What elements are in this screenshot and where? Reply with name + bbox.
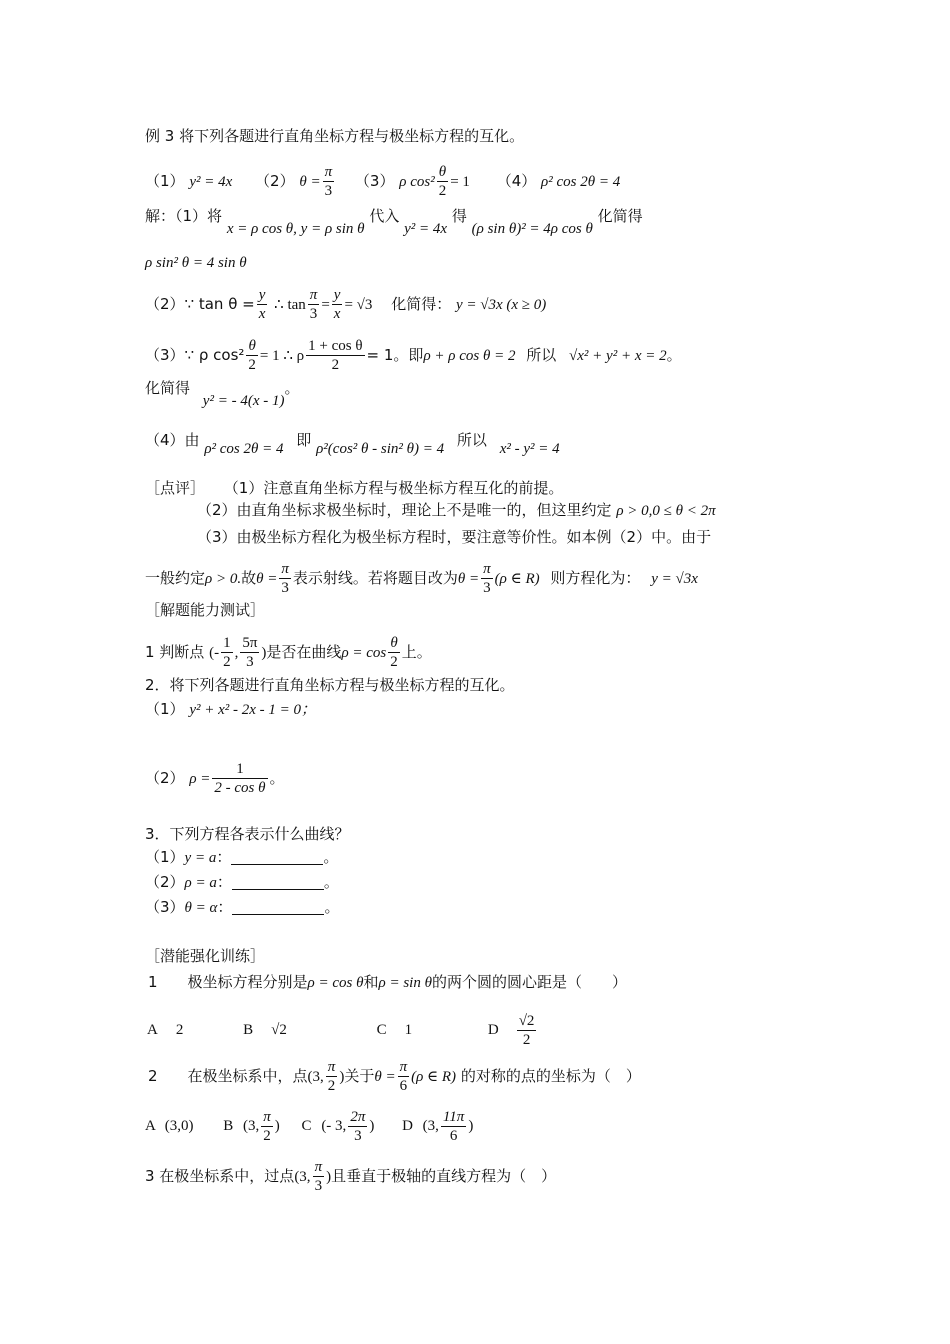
test-q2-1: （1） y² + x² - 2x - 1 = 0； — [145, 700, 317, 718]
sol1-text-d: 化简得 — [597, 207, 643, 225]
test-q3-3: （3）θ = α： 。 — [145, 898, 340, 916]
item-3-rhs: = 1 — [450, 174, 470, 190]
solution-line-6 — [145, 430, 560, 457]
sol4-text-c: = 1。即 — [366, 346, 424, 364]
training-q1: 1 极坐标方程分别是ρ = cos θ和ρ = sin θ的两个圆的圆心距是（ ） — [148, 973, 627, 991]
sol2-formula: ρ sin² θ = 4 sin θ — [145, 255, 247, 271]
sol4-frac-2: $\frac{\text{1 + cos θ}}{2}$ — [308, 338, 363, 373]
solution-line-2 — [145, 252, 247, 273]
sol4-text-b: = 1 ∴ ρ — [259, 348, 305, 364]
comment-label: ［点评］ — [145, 479, 206, 497]
solution-line-1 — [145, 206, 643, 237]
sol6-formula-1: ρ² cos 2θ = 4 — [204, 441, 284, 457]
t2-frac-1: $\frac{\pi}{2}$ — [327, 1059, 336, 1094]
comment-4-frac-1: $\frac{\pi}{3}$ — [281, 561, 289, 596]
t2-option-c-frac: $\frac{2\pi}{3}$ — [350, 1109, 366, 1144]
sol4-frac-1: $\frac{\theta}{2}$ — [248, 338, 256, 373]
item-2-eq: θ = — [299, 174, 321, 190]
q1-frac-2: $\frac{5\pi}{3}$ — [242, 635, 258, 670]
example-items — [145, 163, 620, 200]
item-2-frac: $\frac{\pi}{3}$ — [324, 164, 333, 199]
comment-4-text-a: 一般约定 — [145, 569, 206, 587]
option-c-value: 1 — [404, 1021, 413, 1038]
sol3-text-a: （2）∵ tan θ = — [145, 295, 255, 313]
test-q3-2: （2）ρ = a： 。 — [145, 873, 339, 891]
sol3-formula: y = √3x (x ≥ 0) — [455, 297, 547, 313]
comment-1: （1）注意直角坐标方程与极坐标方程互化的前提。 — [223, 479, 564, 497]
sol1-formula-3: (ρ sin θ)² = 4ρ cos θ — [471, 221, 593, 237]
t3-frac: $\frac{\pi}{3}$ — [314, 1159, 323, 1194]
q1-text-a: 1 判断点 — [145, 643, 205, 661]
item-3-label: （3） — [354, 172, 395, 190]
t2-frac-2: $\frac{\pi}{6}$ — [399, 1059, 408, 1094]
item-1-eq: y² = 4x — [189, 174, 233, 190]
sol6-formula-2: ρ²(cos² θ - sin² θ) = 4 — [316, 441, 445, 457]
q2-2-frac: $\frac{1}{\text{2 - cos θ}}$ — [214, 761, 266, 796]
training-heading: ［潜能强化训练］ — [145, 947, 266, 965]
t1-formula-1: ρ = cos θ — [307, 975, 364, 991]
sol1-text-b: 代入 — [369, 207, 400, 225]
sol4-text-a: （3）∵ ρ cos² — [145, 346, 245, 364]
item-3-eq: ρ cos² — [399, 174, 435, 190]
sol3-frac-2: $\frac{\pi}{3}$ — [309, 287, 318, 322]
option-c-label: C — [376, 1021, 387, 1038]
t2-option-b-frac: $\frac{\pi}{2}$ — [263, 1109, 271, 1144]
option-a-value: 2 — [175, 1021, 184, 1038]
comment-4-formula-4: y = √3x — [651, 571, 698, 587]
sol3-frac-1: $\frac{y}{x}$ — [258, 287, 266, 322]
test-heading: ［解题能力测试］ — [145, 601, 266, 619]
item-2-label: （2） — [255, 172, 295, 190]
option-d-label: D — [487, 1021, 499, 1038]
training-q1-options — [147, 1012, 538, 1049]
sol6-text-c: 所以 — [456, 431, 487, 449]
sol3-frac-3: $\frac{y}{x}$ — [333, 287, 341, 322]
training-q2-options: A (3,0) B (3, $\frac{\pi}{2}$ ) C (- 3, $\frac{2\pi}{3}$ ) D (3, $\frac{11\pi}{6}$ ) — [145, 1109, 474, 1144]
q2-2-formula: ρ = — [189, 771, 211, 787]
option-b-value: √2 — [271, 1021, 287, 1038]
comment-2: （2）由直角坐标求极坐标时，理论上不是唯一的，但这里约定 — [197, 501, 612, 519]
comment-line-3: （3）由极坐标方程化为极坐标方程时，要注意等价性。如本例（2）中。由于 — [197, 528, 712, 546]
comment-line-1 — [145, 478, 563, 498]
sol5-formula: y² = - 4(x - 1) — [202, 393, 285, 409]
sol4-text-d: 所以 — [526, 346, 557, 364]
t2-option-c-label: C — [301, 1117, 312, 1134]
option-a-label: A — [147, 1021, 158, 1038]
item-4-eq: ρ² cos 2θ = 4 — [541, 174, 621, 190]
q2-1-formula: y² + x² - 2x - 1 = 0； — [189, 702, 317, 718]
solution-line-5: 化简得 y² = - 4(x - 1)。 — [145, 379, 300, 409]
comment-4-formula-2: θ = — [256, 571, 278, 587]
comment-4-text-b: 表示射线。若将题目改为 — [292, 569, 458, 587]
sol3-text-b: ∴ tan — [274, 297, 306, 313]
test-q2: 2．将下列各题进行直角坐标方程与极坐标方程的互化。 — [145, 676, 515, 694]
comment-2-formula: ρ > 0,0 ≤ θ < 2π — [616, 503, 716, 519]
sol1-formula-1: x = ρ cos θ, y = ρ sin θ — [226, 221, 365, 237]
sol6-text-a: （4）由 — [145, 431, 200, 449]
sol6-text-b: 即 — [296, 431, 312, 449]
comment-4-formula-3: θ = — [457, 571, 480, 587]
test-q1: 1 判断点 (- $\frac{1}{2}$ , $\frac{5\pi}{3}$ )是否在曲线ρ = cos $\frac{\theta}{2}$ 上。 — [145, 635, 432, 670]
t1-formula-2: ρ = sin θ — [378, 975, 432, 991]
q1-frac-3: $\frac{\theta}{2}$ — [390, 635, 398, 670]
t2-option-b-label: B — [223, 1117, 234, 1134]
q1-text-b: 是否在曲线 — [266, 643, 342, 661]
answer-blank-2[interactable] — [232, 875, 324, 890]
q1-formula: ρ = cos — [341, 645, 387, 661]
t2-option-d-label: D — [402, 1117, 413, 1134]
sol1-text-a: 解：（1）将 — [145, 207, 223, 225]
item-1-label: （1） — [145, 172, 185, 190]
t2-option-a-value: (3,0) — [164, 1117, 194, 1134]
solution-line-3: （2）∵ tan θ = $\frac{y}{x}$ ∴ tan $\frac{\pi}{3}$ = $\frac{y}{x}$ = √3 化简得： y = √3x (x ≥ 0) — [145, 287, 547, 322]
comment-line-2 — [197, 500, 716, 521]
sol4-formula-2: √x² + y² + x = 2 — [569, 348, 667, 364]
option-b-label: B — [243, 1021, 254, 1038]
sol3-text-c: 化简得： — [391, 295, 452, 313]
item-3-frac: $\frac{\theta}{2}$ — [438, 164, 447, 199]
test-q2-2: （2） ρ = $\frac{1}{\text{2 - cos θ}}$ 。 — [145, 761, 285, 796]
q1-frac-1: $\frac{1}{2}$ — [223, 635, 231, 670]
answer-blank-1[interactable] — [231, 850, 323, 865]
training-q3: 3 在极坐标系中，过点(3, $\frac{\pi}{3}$ )且垂直于极轴的直线方程为（ ） — [145, 1159, 557, 1194]
solution-line-4: （3）∵ ρ cos² $\frac{\theta}{2}$ = 1 ∴ ρ $\frac{\text{1 + cos θ}}{2}$ = 1。即ρ + ρ cos θ = 2 所以 √x² + y² + x = 2。 — [145, 338, 682, 373]
comment-4-formula-1: ρ > 0. — [205, 571, 242, 587]
sol1-text-c: 得 — [451, 207, 467, 225]
training-q2: 2 在极坐标系中，点(3, $\frac{\pi}{2}$ )关于θ = $\frac{\pi}{6}$ (ρ ∈ R) 的对称的点的坐标为（ ） — [148, 1059, 641, 1094]
comment-4-text-c: 则方程化为： — [550, 569, 641, 587]
sol6-formula-3: x² - y² = 4 — [499, 441, 560, 457]
item-4-label: （4） — [496, 172, 537, 190]
comment-line-4: 一般约定ρ > 0.故θ = $\frac{\pi}{3}$ 表示射线。若将题目改为θ = $\frac{\pi}{3}$ (ρ ∈ R) 则方程化为： y = √3x — [145, 561, 698, 596]
answer-blank-3[interactable] — [232, 900, 324, 915]
sol4-formula-1: ρ + ρ cos θ = 2 — [423, 348, 516, 364]
t2-option-d-frac: $\frac{11\pi}{6}$ — [442, 1109, 465, 1144]
option-d-frac: $\frac{√2}{2}$ — [518, 1013, 535, 1048]
example-title: 例 3 将下列各题进行直角坐标方程与极坐标方程的互化。 — [145, 127, 525, 145]
comment-4-frac-2: $\frac{\pi}{3}$ — [483, 561, 491, 596]
sol1-formula-2: y² = 4x — [404, 221, 448, 237]
sol3-sqrt: = √3 — [344, 297, 373, 313]
test-q3: 3．下列方程各表示什么曲线？ — [145, 825, 350, 843]
sol5-text: 化简得 — [145, 379, 191, 397]
t2-option-a-label: A — [145, 1117, 156, 1134]
test-q3-1: （1）y = a： 。 — [145, 848, 339, 866]
